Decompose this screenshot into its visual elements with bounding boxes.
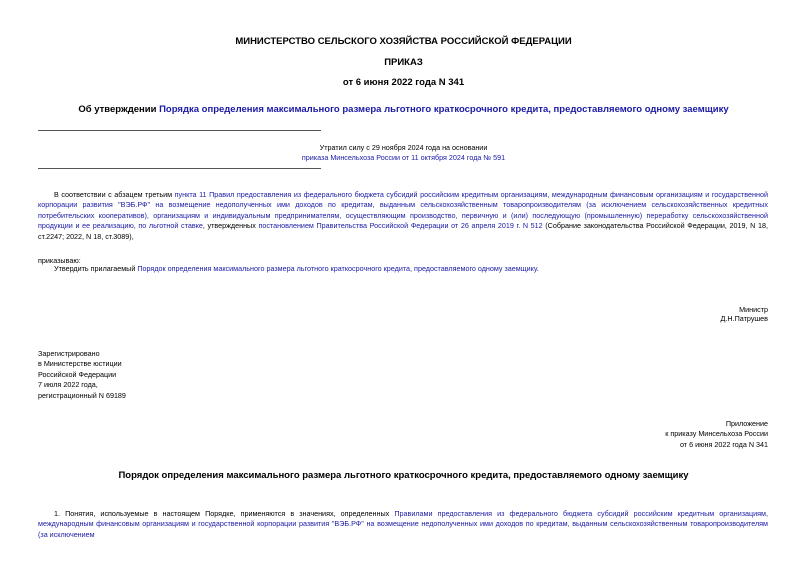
- preamble-text-2: , утвержденных: [202, 221, 259, 231]
- registration-line-4: 7 июля 2022 года,: [38, 380, 98, 390]
- appendix-block: [560, 419, 768, 450]
- appendix-line-1: Приложение: [725, 419, 768, 428]
- para-1-rules-link[interactable]: Правилами предоставления из федерального бюджета субсидий российским кредитным организациям, международным финансовым организациям и государственной корпорации развития "ВЭБ.РФ" на возмещение недополученных ими доходов по кредитам, выданным сельскохозяйственным товаропроизводителям (за исключением: [38, 509, 768, 539]
- status-line: Утратил силу с 29 ноября 2024 года на основании: [319, 143, 488, 152]
- appendix-line-3: от 6 июня 2022 года N 341: [679, 439, 768, 449]
- doc-title-link[interactable]: Порядка определения максимального размера льготного краткосрочного кредита, предоставляемого одному заемщику: [159, 104, 729, 115]
- preamble-text-3: (Собрание законодательства Российской Федерации, 2019, N 18, ст.2247; 2022, N 18, ст.3089),: [38, 221, 768, 241]
- preamble-paragraph: [38, 190, 768, 242]
- doc-date-number: от 6 июня 2022 года N 341: [342, 77, 465, 88]
- doc-type-heading: ПРИКАЗ: [384, 57, 423, 68]
- preamble-rules-link[interactable]: пункта 11 Правил предоставления из федерального бюджета субсидий российским кредитным организациям, международным финансовым организациям и государственной корпорации развития "ВЭБ.РФ" на возмещение недополученных ими доходов по кредитам, выданным сельскохозяйственным товаропроизводителям (за исключением сельскохозяйственных кредитных потребительских кооперативов), организациям и индивидуальным предпринимателям, осуществляющим производство, первичную и (или) последующую (промышленную) переработку сельскохозяйственной продукции и ее реализацию, по льготной ставке: [38, 190, 768, 231]
- order-text-2: .: [536, 264, 539, 273]
- status-link-wrap: [0, 153, 807, 163]
- order-paragraph: [54, 264, 768, 274]
- appendix-title: Порядок определения максимального размера льготного краткосрочного кредита, предоставляемого одному заемщику: [118, 470, 689, 481]
- para-1-text: 1. Понятия, используемые в настоящем Порядке, применяются в значениях, определенных: [54, 509, 395, 518]
- order-text-1: Утвердить прилагаемый: [54, 264, 138, 273]
- divider-top: [38, 130, 321, 131]
- doc-title: [0, 104, 807, 115]
- signature-position: Министр: [739, 305, 768, 314]
- order-word: приказываю:: [38, 256, 81, 265]
- signature-name: Д.Н.Патрушев: [720, 314, 768, 323]
- registration-line-2: в Министерстве юстиции: [38, 359, 122, 369]
- divider-bottom: [38, 168, 321, 169]
- registration-line-5: регистрационный N 69189: [38, 390, 126, 400]
- registration-block: [38, 349, 126, 401]
- preamble-decree-link[interactable]: постановлением Правительства Российской Федерации от 26 апреля 2019 г. N 512: [258, 221, 543, 231]
- para-1: [38, 509, 768, 540]
- status-repeal-link[interactable]: приказа Минсельхоза России от 11 октября 2024 года № 591: [301, 153, 506, 162]
- order-procedure-link[interactable]: Порядок определения максимального размера льготного краткосрочного кредита, предоставляемого одному заемщику: [137, 264, 537, 273]
- registration-line-1: Зарегистрировано: [38, 349, 100, 358]
- registration-line-3: Российской Федерации: [38, 369, 117, 379]
- ministry-heading: МИНИСТЕРСТВО СЕЛЬСКОГО ХОЗЯЙСТВА РОССИЙСКОЙ ФЕДЕРАЦИИ: [235, 36, 572, 47]
- doc-title-prefix: Об утверждении: [78, 104, 160, 115]
- appendix-line-2: к приказу Минсельхоза России: [665, 429, 768, 439]
- preamble-text-1: В соответствии с абзацем третьим: [54, 190, 175, 199]
